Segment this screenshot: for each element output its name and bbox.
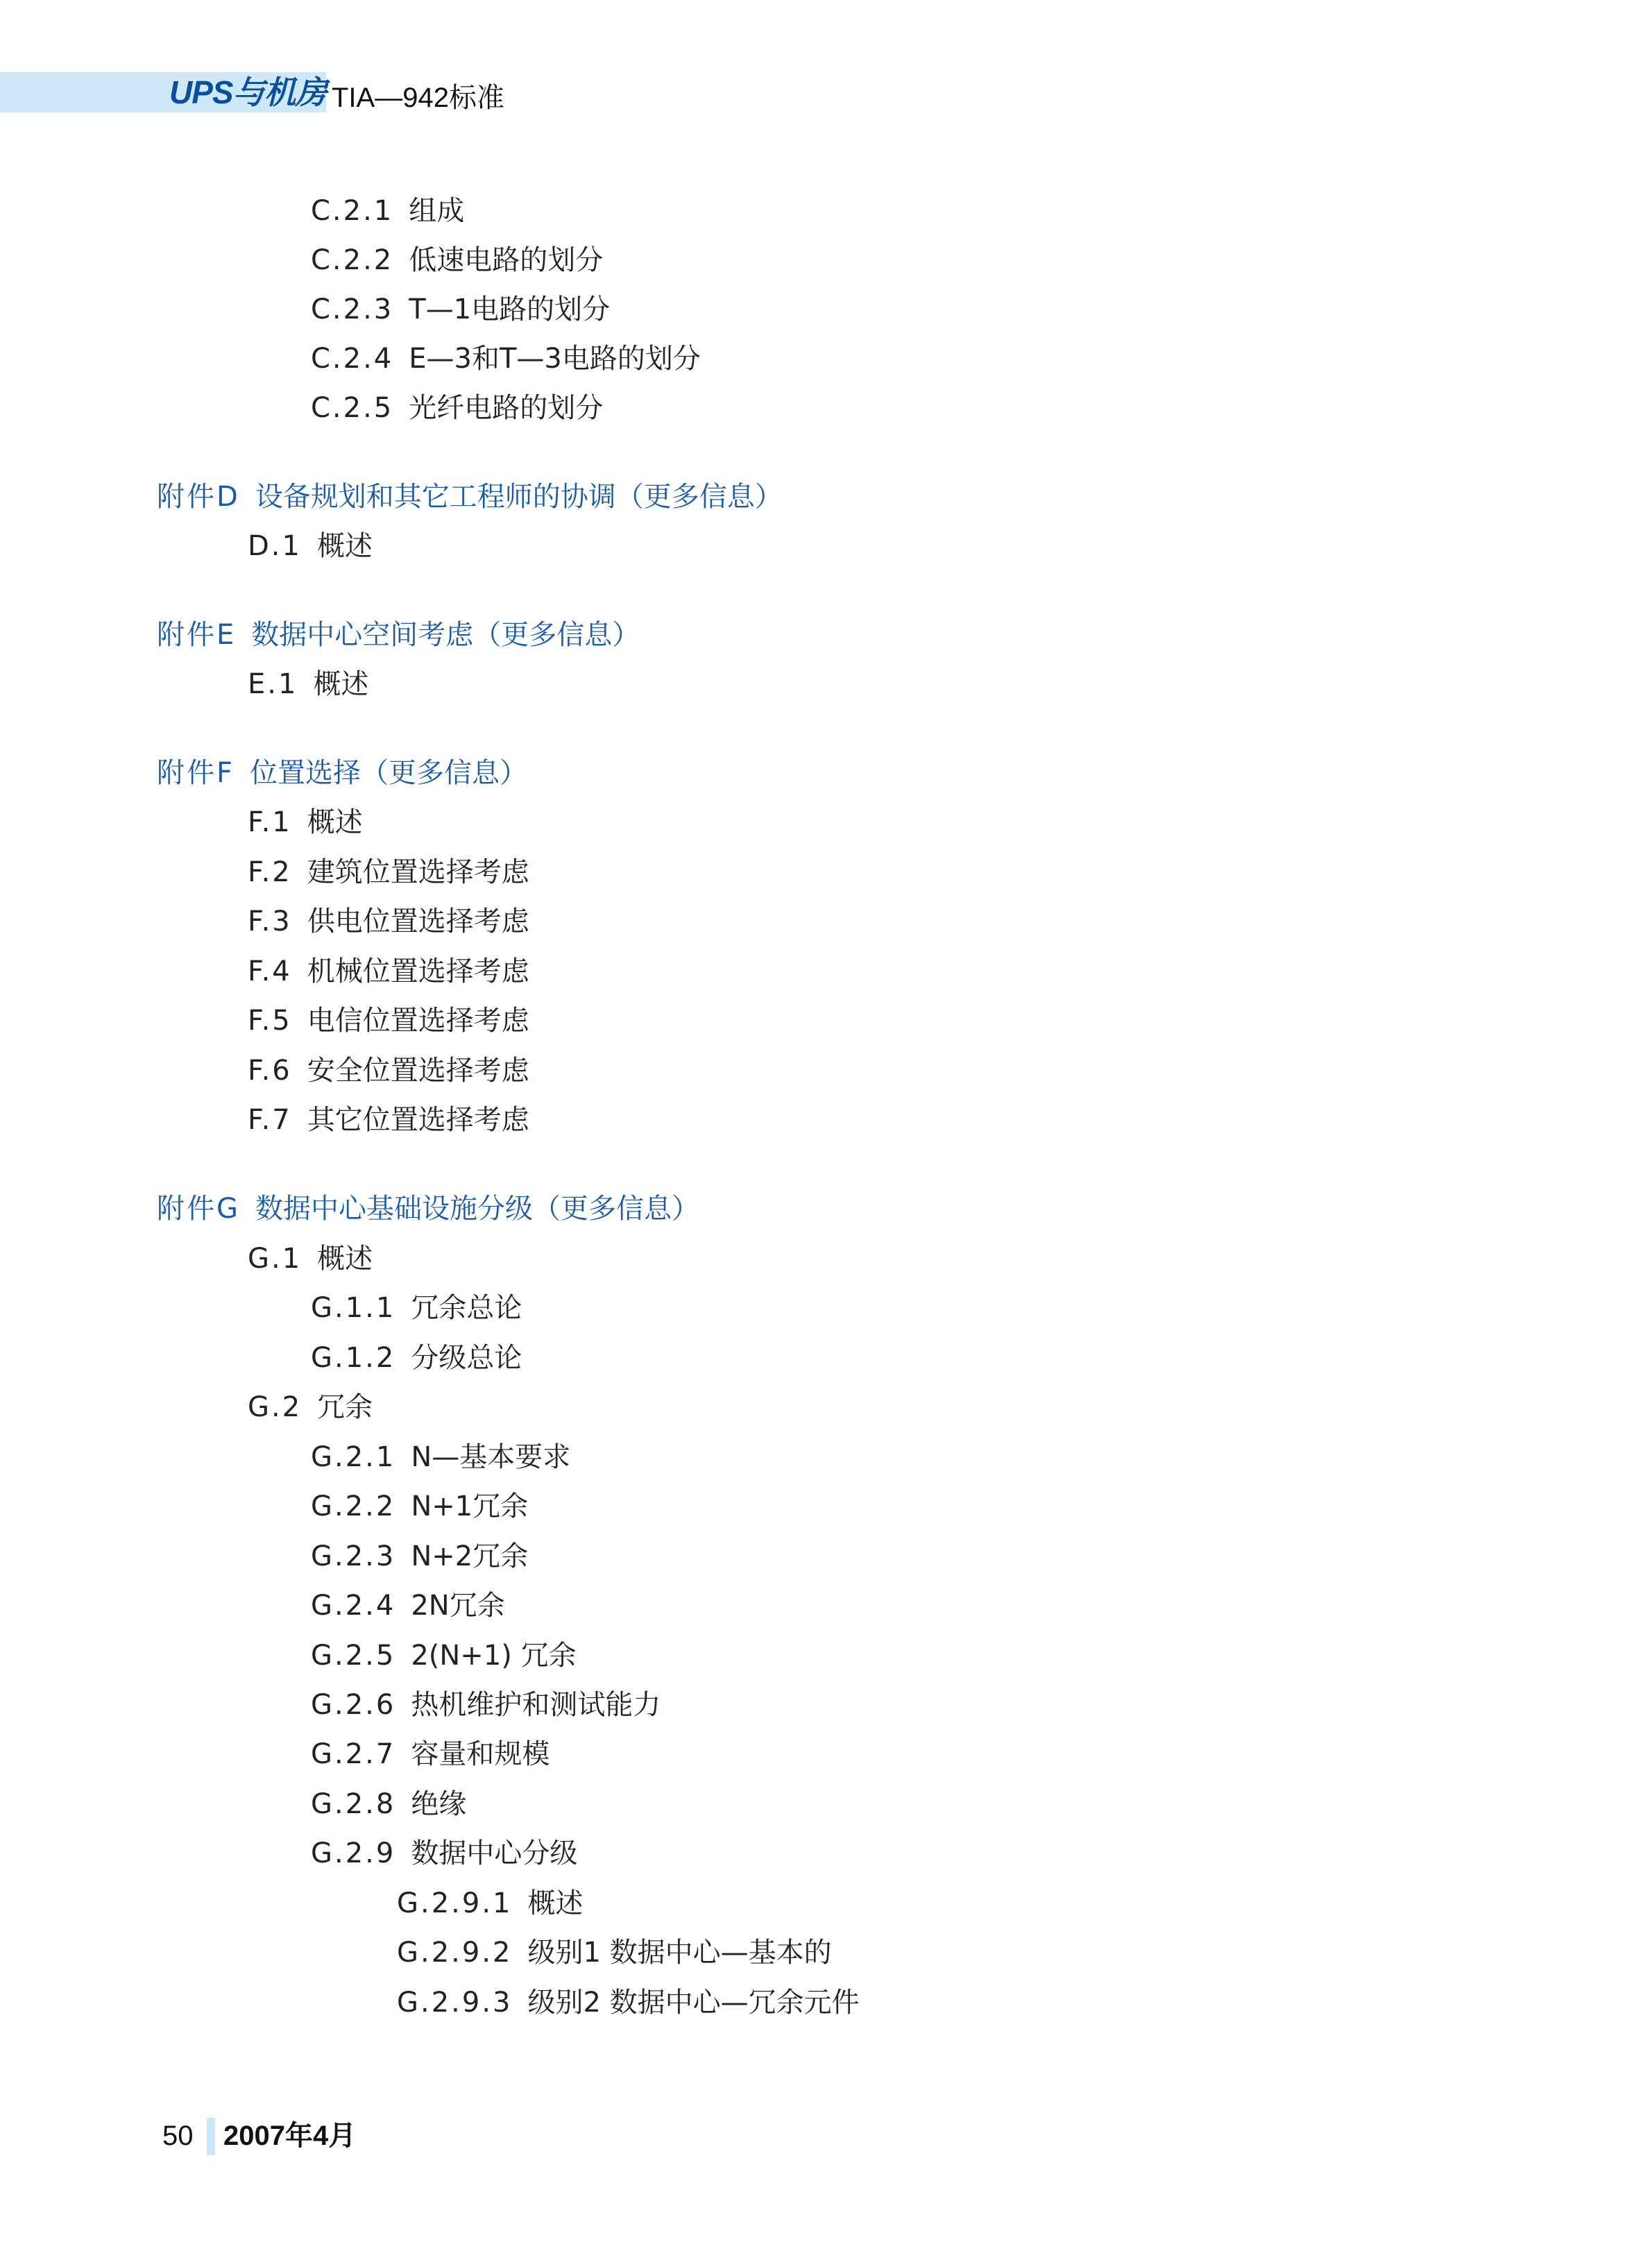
toc-entry-title: 组成 <box>409 195 465 227</box>
toc-entry-title: 概述 <box>307 806 363 838</box>
toc-entry-number: 附件G <box>157 1193 240 1225</box>
toc-entry-number: G.2.4 <box>311 1590 396 1622</box>
toc-entry-number: C.2.5 <box>311 392 394 424</box>
toc-entry-title: 容量和规模 <box>411 1738 550 1770</box>
toc-entry-title: 2N冗余 <box>411 1590 505 1622</box>
toc-entry-title: N+1冗余 <box>411 1491 529 1522</box>
toc-entry <box>311 339 701 378</box>
toc-entry-number: G.1.2 <box>311 1342 396 1374</box>
toc-entry-number: 附件D <box>157 481 240 513</box>
toc-entry-title: 冗余 <box>317 1391 373 1423</box>
toc-entry-number: D.1 <box>248 530 302 562</box>
toc-entry-title: 供电位置选择考虑 <box>307 906 529 937</box>
toc-entry <box>248 1101 529 1139</box>
toc-entry-title: 热机维护和测试能力 <box>411 1689 661 1721</box>
toc-entry-number: G.2.2 <box>311 1491 396 1522</box>
toc-entry-number: G.2.8 <box>311 1788 396 1820</box>
toc-entry <box>311 192 464 230</box>
toc-entry-title: 分级总论 <box>411 1342 522 1374</box>
toc-entry <box>248 527 373 566</box>
toc-entry-number: G.2.5 <box>311 1640 396 1672</box>
toc-entry-number: G.2 <box>248 1391 303 1423</box>
toc-entry-number: F.4 <box>248 956 292 987</box>
toc-entry <box>311 1735 550 1774</box>
toc-entry <box>248 853 529 892</box>
toc-entry-number: E.1 <box>248 668 298 700</box>
toc-entry-number: 附件F <box>157 757 235 789</box>
toc-entry-number: 附件E <box>157 619 237 651</box>
toc-entry-title: 电信位置选择考虑 <box>307 1005 529 1037</box>
toc-entry-number: C.2.1 <box>311 195 394 227</box>
toc-entry <box>311 1289 522 1327</box>
toc-entry-number: G.2.7 <box>311 1738 396 1770</box>
toc-entry-title: 概述 <box>313 668 369 700</box>
toc-entry-number: G.2.9 <box>311 1837 396 1869</box>
toc-entry-title: 概述 <box>316 530 373 562</box>
toc-entry <box>248 1239 373 1278</box>
toc-entry-number: G.2.9.3 <box>397 1987 513 2019</box>
toc-entry <box>248 952 529 991</box>
toc-entry-number: G.2.1 <box>311 1441 396 1473</box>
toc-entry <box>248 1051 529 1090</box>
toc-entry-number: G.1 <box>248 1243 303 1275</box>
toc-entry <box>311 1487 528 1526</box>
toc-entry-number: F.1 <box>248 806 292 838</box>
toc-entry-title: 设备规划和其它工程师的协调（更多信息） <box>255 481 783 513</box>
toc-entry <box>311 290 610 329</box>
toc-entry-title: 安全位置选择考虑 <box>307 1055 529 1087</box>
footer-divider <box>207 2118 215 2155</box>
toc-entry-number: G.2.9.1 <box>397 1887 513 1919</box>
section-title: TIA—942标准 <box>332 83 504 113</box>
toc-entry <box>397 1884 584 1923</box>
toc-entry-title: 其它位置选择考虑 <box>307 1104 529 1136</box>
toc-entry-number: F.6 <box>248 1055 292 1087</box>
magazine-brand: UPS与机房 <box>169 74 327 110</box>
toc-entry-number: G.2.9.2 <box>397 1937 513 1969</box>
toc-entry <box>311 1586 505 1625</box>
toc-entry-title: 绝缘 <box>411 1788 467 1820</box>
toc-entry-title: 光纤电路的划分 <box>409 392 604 424</box>
toc-entry-number: G.1.1 <box>311 1292 396 1324</box>
toc-entry-title: T—1电路的划分 <box>409 294 611 325</box>
toc-entry <box>311 1785 466 1824</box>
toc-entry-title: N—基本要求 <box>411 1441 571 1473</box>
appendix-heading <box>157 477 783 516</box>
toc-entry <box>248 665 368 704</box>
appendix-heading <box>157 615 640 654</box>
appendix-heading <box>157 1189 699 1228</box>
toc-entry-title: N+2冗余 <box>411 1540 529 1572</box>
toc-entry <box>248 803 363 842</box>
toc-entry-title: 级别2 数据中心—冗余元件 <box>527 1987 860 2019</box>
toc-entry-title: 冗余总论 <box>411 1292 522 1324</box>
toc-entry-title: 概述 <box>317 1243 373 1275</box>
toc-entry-title: 位置选择（更多信息） <box>250 757 528 789</box>
toc-entry-number: F.5 <box>248 1005 292 1037</box>
toc-entry-title: 建筑位置选择考虑 <box>307 856 529 888</box>
issue-date: 2007年4月 <box>223 2121 357 2151</box>
toc-entry-title: 数据中心基础设施分级（更多信息） <box>255 1193 699 1225</box>
page-number: 50 <box>162 2121 194 2151</box>
toc-entry-title: E—3和T—3电路的划分 <box>409 343 701 375</box>
toc-entry <box>248 1001 529 1040</box>
toc-entry-title: 机械位置选择考虑 <box>307 956 529 987</box>
toc-entry-title: 低速电路的划分 <box>409 244 604 276</box>
toc-entry-number: G.2.6 <box>311 1689 396 1721</box>
toc-entry-title: 概述 <box>527 1887 584 1919</box>
toc-entry-number: G.2.3 <box>311 1540 396 1572</box>
toc-entry <box>311 241 603 280</box>
toc-entry <box>248 902 529 941</box>
toc-entry-number: C.2.3 <box>311 294 394 325</box>
toc-entry-number: F.2 <box>248 856 292 888</box>
appendix-heading <box>157 754 527 792</box>
toc-entry <box>311 1834 577 1873</box>
toc-entry <box>311 389 603 427</box>
toc-entry <box>311 1636 577 1675</box>
toc-entry-number: C.2.4 <box>311 343 394 375</box>
toc-entry-title: 2(N+1) 冗余 <box>411 1640 577 1672</box>
toc-entry-number: F.7 <box>248 1104 292 1136</box>
toc-entry <box>311 1537 528 1576</box>
toc-entry <box>248 1388 373 1427</box>
toc-entry <box>311 1685 661 1724</box>
toc-entry-number: C.2.2 <box>311 244 394 276</box>
toc-entry <box>397 1933 832 1972</box>
toc-entry-title: 级别1 数据中心—基本的 <box>527 1937 832 1969</box>
toc-entry-title: 数据中心空间考虑（更多信息） <box>251 619 640 651</box>
toc-entry-number: F.3 <box>248 906 292 937</box>
toc-entry <box>397 1983 860 2022</box>
toc-entry <box>311 1339 522 1377</box>
toc-entry <box>311 1438 570 1477</box>
toc-entry-title: 数据中心分级 <box>411 1837 578 1869</box>
